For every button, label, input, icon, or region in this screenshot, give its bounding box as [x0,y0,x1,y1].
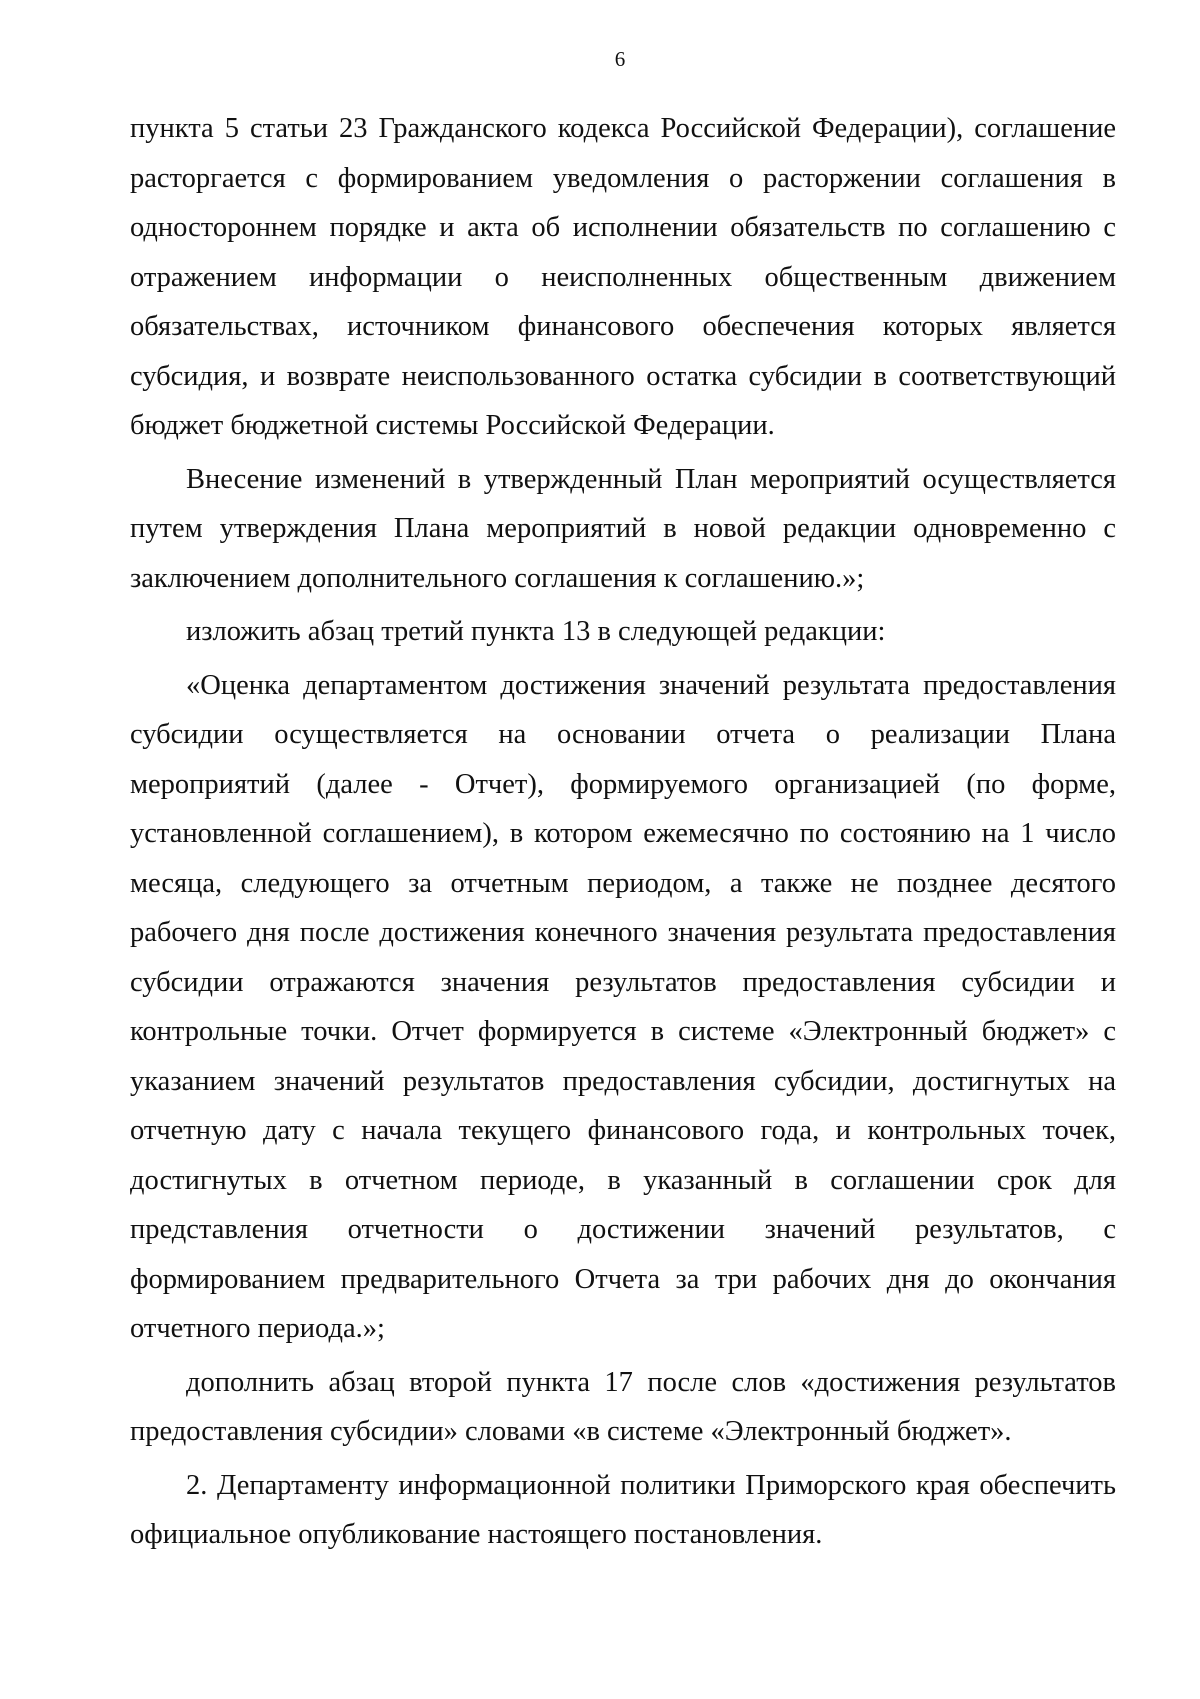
paragraph-publication-order: 2. Департаменту информационной политики Приморского края обеспечить официальное опубликование настоящего постановления. [130,1469,1116,1550]
document-body [130,104,1116,1560]
page-number: 6 [614,47,626,71]
paragraph-clause-13-instruction: изложить абзац третий пункта 13 в следующей редакции: [186,616,886,647]
paragraph-termination-continuation: пункта 5 статьи 23 Гражданского кодекса Российской Федерации), соглашение расторгается с формированием уведомления о расторжении соглашения в одностороннем порядке и акта об исполнении обязательств по соглашению с отражением информации о неисполненных общественным движением обязательствах, источником финансового обеспечения которых является субсидия, и возврате неиспользованного остатка субсидии в соответствующий бюджет бюджетной системы Российской Федерации. [130,113,1116,441]
paragraph-plan-amendments: Внесение изменений в утвержденный План мероприятий осуществляется путем утверждения Плана мероприятий в новой редакции одновременно с заключением дополнительного соглашения к соглашению.»; [130,463,1116,594]
paragraph-clause-13-text: «Оценка департаментом достижения значений результата предоставления субсидии осуществляется на основании отчета о реализации Плана мероприятий (далее - Отчет), формируемого организацией (по форме, установленной соглашением), в котором ежемесячно по состоянию на 1 число месяца, следующего за отчетным периодом, а также не позднее десятого рабочего дня после достижения конечного значения результата предоставления субсидии отражаются значения результатов предоставления субсидии и контрольные точки. Отчет формируется в системе «Электронный бюджет» с указанием значений результатов предоставления субсидии, достигнутых на отчетную дату с начала текущего финансового года, и контрольных точек, достигнутых в отчетном периоде, в указанный в соглашении срок для представления отчетности о достижении значений результатов, с формированием предварительного Отчета за три рабочих дня до окончания отчетного периода.»; [130,669,1116,1344]
paragraph-clause-17-instruction: дополнить абзац второй пункта 17 после слов «достижения результатов предоставления субсидии» словами «в системе «Электронный бюджет». [130,1366,1116,1447]
